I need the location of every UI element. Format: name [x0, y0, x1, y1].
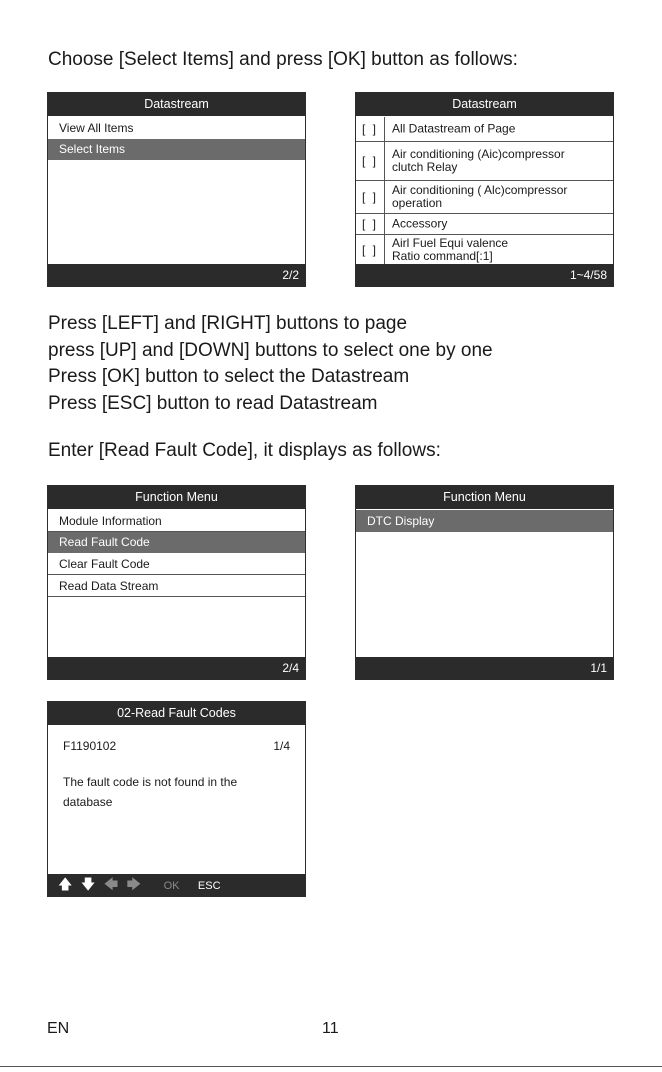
fault-code-count: 1/4	[273, 739, 290, 753]
datastream-row[interactable]	[356, 180, 613, 214]
menu-item-read-fault-code[interactable]: Read Fault Code	[48, 532, 305, 553]
arrow-up-icon[interactable]: 🡅	[58, 877, 73, 893]
screen-title: Function Menu	[356, 486, 613, 509]
datastream-row[interactable]	[356, 117, 613, 142]
instruction-3: Press [OK] button to select the Datastream	[48, 366, 410, 387]
fault-code: F1190102	[63, 739, 117, 753]
ok-button[interactable]: OK	[163, 880, 180, 892]
screen-datastream-select	[47, 92, 306, 287]
datastream-row[interactable]	[356, 234, 613, 265]
datastream-label: Airl Fuel Equi valence Ratio command[:1]	[392, 235, 509, 263]
page-indicator: 1~4/58	[356, 264, 613, 286]
footer-divider	[0, 1066, 662, 1067]
intro-read-fault-code: Enter [Read Fault Code], it displays as follows:	[48, 440, 441, 461]
checkbox[interactable]: [ ]	[356, 180, 385, 213]
datastream-label: Air conditioning (Aic)compressor clutch Relay	[392, 146, 565, 174]
checkbox[interactable]: [ ]	[356, 234, 385, 265]
screen-read-fault-codes	[47, 701, 306, 897]
screen-dtc-menu	[355, 485, 614, 680]
fault-message: The fault code is not found in the database	[63, 775, 238, 809]
page-indicator: 2/2	[48, 264, 305, 286]
page-indicator: 2/4	[48, 657, 305, 679]
page-indicator: 1/1	[356, 657, 613, 679]
language-label: EN	[47, 1020, 70, 1037]
screen-function-menu	[47, 485, 306, 680]
datastream-label: Accessory	[392, 216, 448, 230]
instruction-1: Press [LEFT] and [RIGHT] buttons to page	[48, 313, 408, 334]
datastream-row[interactable]	[356, 213, 613, 235]
menu-item-dtc-display[interactable]: DTC Display	[356, 510, 613, 532]
page-number: 11	[322, 1020, 339, 1037]
checkbox[interactable]: [ ]	[356, 213, 385, 234]
instruction-2: press [UP] and [DOWN] buttons to select one by one	[48, 340, 493, 361]
screen-datastream-list	[355, 92, 614, 287]
menu-item-select-items[interactable]: Select Items	[48, 139, 305, 160]
esc-button[interactable]: ESC	[197, 880, 221, 892]
datastream-label: Air conditioning ( Alc)compressor operation	[392, 182, 568, 210]
arrow-left-icon[interactable]: 🡄	[103, 877, 119, 893]
menu-item-clear-fault-code[interactable]: Clear Fault Code	[48, 553, 305, 575]
datastream-label: All Datastream of Page	[392, 121, 516, 136]
instruction-4: Press [ESC] button to read Datastream	[48, 393, 378, 414]
screen-title: Datastream	[48, 93, 305, 116]
menu-item-module-information[interactable]: Module Information	[48, 510, 305, 532]
arrow-right-icon[interactable]: 🡆	[126, 877, 142, 893]
checkbox[interactable]: [ ]	[356, 141, 385, 180]
screen-title: Datastream	[356, 93, 613, 116]
datastream-row[interactable]	[356, 141, 613, 181]
arrow-down-icon[interactable]: 🡇	[80, 877, 96, 893]
checkbox[interactable]: [ ]	[356, 117, 385, 141]
menu-item-read-data-stream[interactable]: Read Data Stream	[48, 575, 305, 597]
intro-select-items: Choose [Select Items] and press [OK] button as follows:	[48, 49, 518, 70]
nav-bar	[48, 874, 305, 896]
screen-title: 02-Read Fault Codes	[48, 702, 305, 725]
screen-title: Function Menu	[48, 486, 305, 509]
menu-item-view-all[interactable]: View All Items	[59, 121, 134, 135]
